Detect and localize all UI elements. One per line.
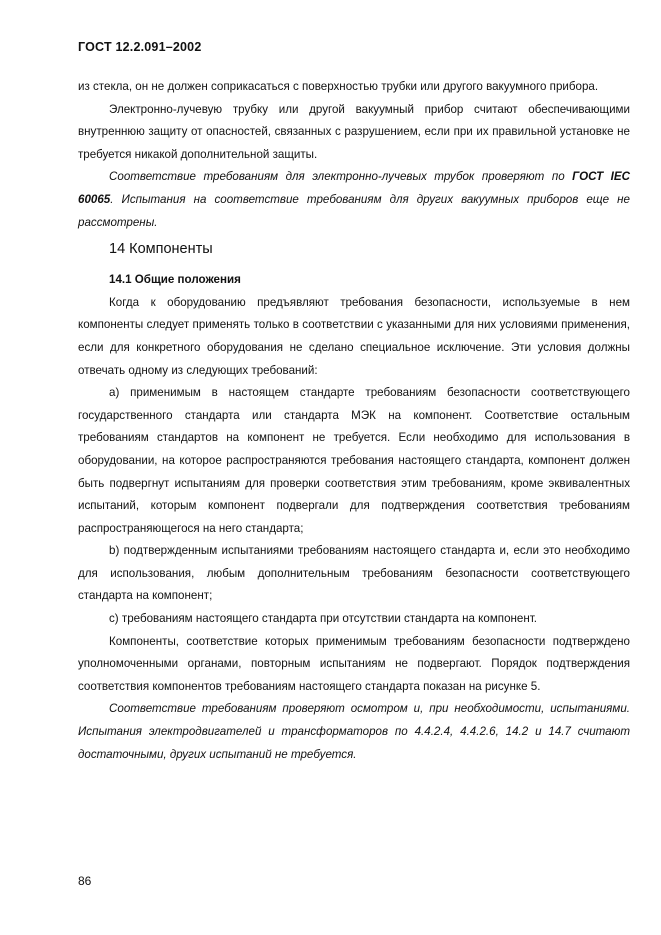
compliance-note: Соответствие требованиям для электронно-лучевых трубок проверяют по ГОСТ IEC 60065. Испытания на соответствие требованиям для других вакуумных приборов еще не рассмотрены.: [78, 170, 630, 229]
list-item: b) подтвержденным испытаниями требованиям настоящего стандарта и, если это необходимо для использования, любым дополнительным требованиям безопасности соответствующего стандарта на компонент;: [78, 544, 630, 603]
standard-reference: ГОСТ IEC 60065: [78, 170, 630, 206]
subsection-heading: 14.1 Общие положения: [109, 273, 241, 287]
paragraph: из стекла, он не должен соприкасаться с поверхностью трубки или другого вакуумного прибора.: [78, 80, 599, 93]
paragraph: Когда к оборудованию предъявляют требования безопасности, используемые в нем компоненты следует применять только в соответствии с указанными для них условиями применения, если для конкретного оборудования не сделано специальное исключение. Эти условия должны отвечать одному из следующих требований:: [78, 295, 630, 377]
page-number: 86: [78, 874, 92, 888]
list-item: а) применимым в настоящем стандарте требованиям безопасности соответствующего государственного стандарта или стандарта МЭК на компонент. Соответствие остальным требованиям стандартов на компонент не требуется. Если необходимо для использования в оборудовании, на которое распространяются требования настоящего стандарта, компонент должен быть подвергнут испытаниям для проверки соответствия этим требованиям, кроме эквивалентных испытаний, которым компонент подвергали для подтверждения соответствия требованиям распространяющегося на него стандарта;: [78, 386, 630, 535]
paragraph: Электронно-лучевую трубку или другой вакуумный прибор считают обеспечивающими внутреннюю защиту от опасностей, связанных с разрушением, если при их правильной установке не требуется никакой дополнительной защиты.: [78, 102, 630, 161]
paragraph: Компоненты, соответствие которых применимым требованиям безопасности подтверждено уполномоченными органами, повторным испытаниям не подвергают. Порядок подтверждения соответствия компонентов требованиям настоящего стандарта показан на рисунке 5.: [78, 634, 630, 693]
list-item: c) требованиям настоящего стандарта при отсутствии стандарта на компонент.: [109, 612, 538, 626]
compliance-note: Соответствие требованиям проверяют осмотром и, при необходимости, испытаниями. Испытания электродвигателей и трансформаторов по 4.4.2.4, 4.4.2.6, 14.2 и 14.7 считают достаточными, других испытаний не требуется.: [78, 702, 630, 761]
document-header: ГОСТ 12.2.091–2002: [78, 40, 202, 54]
section-heading: 14 Компоненты: [109, 241, 213, 258]
page-body: [78, 76, 630, 766]
